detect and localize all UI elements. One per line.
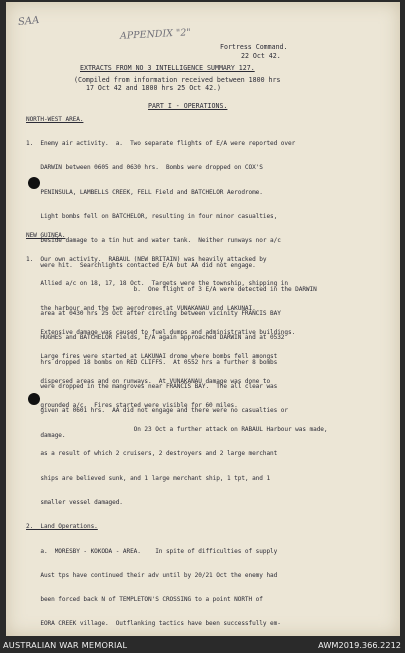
text-line: Light bombs fell on BATCHELOR, resulting in four minor casualties, [26,213,278,221]
text-line: ships are believed sunk, and 1 large merchant ship, 1 tpt, and 1 [26,474,271,482]
text-line: a. MORESBY - KOKODA - AREA. In spite of difficulties of supply [26,547,278,555]
text-line: 1. Enemy air activity. a. Two separate flights of E/A were reported over [26,140,296,148]
text-line: 2. Land Operations. [26,523,98,531]
text-line: area at 0430 hrs 25 Oct after circling between vicinity FRANCIS BAY [26,310,281,318]
header-date: 22 Oct 42. [241,52,281,60]
text-line: Aust tps have continued their adv until by 20/21 Oct the enemy had [26,571,278,579]
text-line: damage. [26,431,66,439]
handwritten-appendix-note: APPENDIX "2" [119,27,192,42]
document-title: EXTRACTS FROM NO 3 INTELLIGENCE SUMMARY 127. [80,64,255,72]
document-page [6,2,400,636]
text-line: EORA CREEK village. Outflanking tactics have been successfully em- [26,620,281,628]
text-line: smaller vessel damaged. [26,499,123,506]
handwritten-corner-note: SAA [17,14,40,29]
text-line: grounded a/c. Fires started were visible for 60 miles. [26,401,238,409]
text-line: the harbour and the two aerodromes at VUNAKANAU and LAKUNAI. [26,304,256,312]
header-org: Fortress Command. [220,43,288,51]
text-line: given at 0601 hrs. AA did not engage and there were no casualties or [26,407,288,415]
text-line: dispersed areas and on runways. At VUNAKANAU damage was done to [26,377,271,385]
text-line: HUGHES and BATCHELOR Fields, E/A again approached DARWIN and at 0532 [26,334,285,342]
footer-institution: AUSTRALIAN WAR MEMORIAL [3,640,128,650]
section-new-guinea-body [26,240,327,636]
text-line: Allied a/c on 18, 17, 18 Oct. Targets were the township, shipping in [26,280,288,288]
text-line: been forced back N of TEMPLETON'S CROSSING to a point NORTH of [26,596,263,604]
archive-footer [0,638,405,653]
text-line: were dropped in the mangroves near FRANCIS BAY. The all clear was [26,383,278,390]
text-line: were hit. Searchlights contacted E/A but AA did not engage. [26,261,256,269]
text-line: b. One flight of 3 E/A were detected in the DARWIN [26,285,317,293]
compiled-note-line-2: 17 Oct 42 and 1800 hrs 25 Oct 42.) [86,84,221,92]
text-line: On 23 Oct a further attack on RABAUL Harbour was made, [26,426,328,434]
text-line: Large fires were started at LAKUNAI drome where bombs fell amongst [26,353,278,361]
part-heading: PART I - OPERATIONS. [148,102,228,110]
text-line: as a result of which 2 cruisers, 2 destroyers and 2 large merchant [26,450,278,458]
text-line: beside damage to a tin hut and water tank. Neither runways nor a/c [26,237,281,245]
text-line: hrs dropped 18 bombs on RED CLIFFS. At 0552 hrs a further 8 bombs [26,358,278,366]
compiled-note-line-1: (Compiled from information received between 1800 hrs [74,76,281,84]
text-line: Extensive damage was caused to fuel dumps and administrative buildings. [26,329,296,337]
text-line: PENINSULA, LAMBELLS CREEK, FELL Field and BATCHELOR Aerodrome. [26,188,263,196]
footer-accession-number: AWM2019.366.2212 [318,640,401,650]
section-label-north-west: NORTH-WEST AREA. [26,116,84,123]
text-line: 1. Our own activity. RABAUL (NEW BRITAIN) was heavily attacked by [26,256,267,264]
text-line: DARWIN between 0605 and 0630 hrs. Bombs were dropped on COX'S [26,164,263,172]
section-label-new-guinea: NEW GUINEA. [26,232,66,239]
